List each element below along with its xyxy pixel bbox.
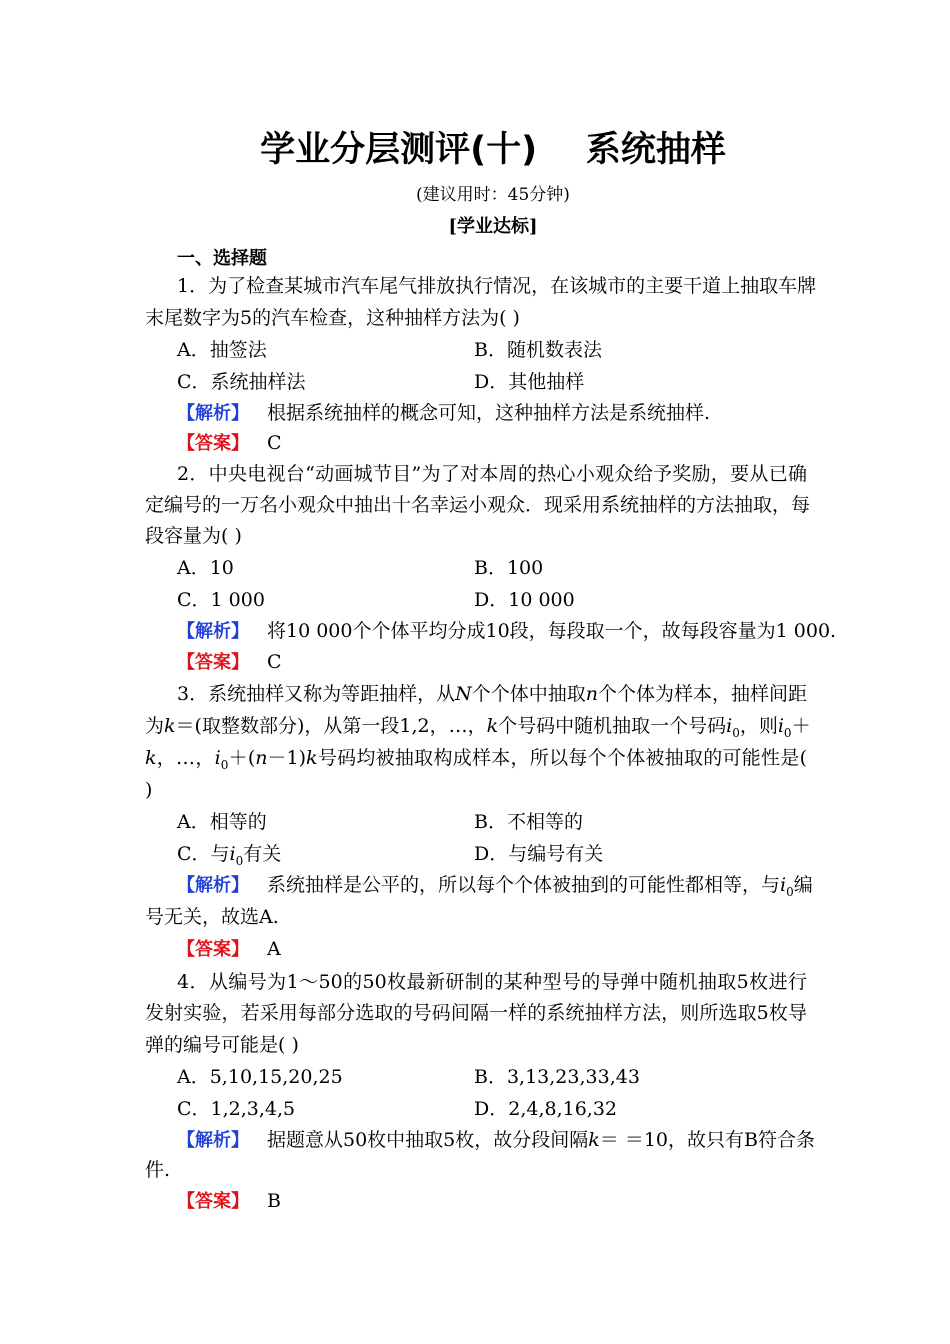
q4-stem-line2: 发射实验，若采用每部分选取的号码间隔一样的系统抽样方法，则所选取5枚导 (145, 1002, 807, 1024)
q4-option-c: C．1,2,3,4,5 (177, 1098, 296, 1120)
part-heading: 一、选择题 (177, 248, 267, 269)
q3-stem-line3: k，…，$i_0+(n-1)k$号码均被抽取构成样本，所以每个个体被抽取的可能性是( (145, 747, 807, 772)
q2-option-c: C．1 000 (177, 589, 265, 611)
q1-option-d: D．其他抽样 (474, 371, 585, 393)
q2-option-d: D．10 000 (474, 589, 575, 611)
q2-option-b: B．100 (474, 557, 544, 579)
q3-option-c: C．与$i_0$有关 (177, 843, 282, 868)
q1-analysis-text: 根据系统抽样的概念可知，这种抽样方法是系统抽样. (267, 402, 711, 424)
page-title: 学业分层测评(十) 系统抽样 (260, 130, 726, 170)
q2-stem-line2: 定编号的一万名小观众中抽出十名幸运小观众．现采用系统抽样的方法抽取，每 (145, 494, 811, 516)
q3-stem-line4: ) (145, 779, 153, 801)
q3-option-d: D．与编号有关 (474, 843, 604, 865)
q4-stem-line3: 弹的编号可能是( ) (145, 1034, 299, 1056)
q4-option-d: D．2,4,8,16,32 (474, 1098, 618, 1120)
analysis-label: 【解析】 (177, 1130, 249, 1151)
q3-analysis: 【解析】 系统抽样是公平的，所以每个个体被抽到的可能性都相等，与$i_0$编 (177, 874, 813, 899)
q1-option-a: A．抽签法 (177, 339, 267, 361)
answer-label: 【答案】 (177, 939, 249, 960)
q3-option-a: A．相等的 (177, 811, 267, 833)
q1-stem-line1: 1．为了检查某城市汽车尾气排放执行情况，在该城市的主要干道上抽取车牌 (177, 275, 817, 297)
analysis-label: 【解析】 (177, 875, 249, 896)
q2-stem-line1: 2．中央电视台“动画城节目”为了对本周的热心小观众给予奖励，要从已确 (177, 463, 807, 485)
answer-label: 【答案】 (177, 433, 249, 454)
q3-answer-value: A (267, 938, 281, 960)
q2-answer-value: C (267, 651, 282, 673)
q1-answer (177, 428, 282, 459)
q2-stem-line3: 段容量为( ) (145, 525, 242, 547)
section-tag: [学业达标] (448, 216, 538, 237)
answer-label: 【答案】 (177, 1191, 249, 1212)
q1-answer-value: C (267, 432, 282, 454)
q4-analysis: 【解析】 据题意从50枚中抽取5枚，故分段间隔k＝ ＝10，故只有B符合条 (177, 1129, 815, 1151)
q2-analysis (177, 616, 836, 647)
q3-option-b: B．不相等的 (474, 811, 583, 833)
q2-answer (177, 647, 282, 678)
q2-option-a: A．10 (177, 557, 234, 579)
q4-answer (177, 1186, 281, 1217)
q2-analysis-text: 将10 000个个体平均分成10段，每段取一个，故每段容量为1 000. (267, 620, 837, 642)
q3-stem-line1: 3．系统抽样又称为等距抽样，从N个个体中抽取n个个体为样本，抽样间距 (177, 683, 807, 705)
q1-analysis (177, 398, 710, 429)
q4-option-a: A．5,10,15,20,25 (177, 1066, 343, 1088)
q3-answer (177, 934, 281, 965)
q4-stem-line1: 4．从编号为1～50的50枚最新研制的某种型号的导弹中随机抽取5枚进行 (177, 971, 807, 993)
q4-answer-value: B (267, 1190, 281, 1212)
q4-option-b: B．3,13,23,33,43 (474, 1066, 640, 1088)
q1-option-b: B．随机数表法 (474, 339, 602, 361)
answer-label: 【答案】 (177, 652, 249, 673)
analysis-label: 【解析】 (177, 403, 249, 424)
q3-stem-line2: 为k＝(取整数部分)，从第一段1,2，…，k个号码中随机抽取一个号码$i_0$，则$i_0+$ (145, 715, 811, 740)
q1-option-c: C．系统抽样法 (177, 371, 306, 393)
q4-analysis-line2: 件. (145, 1159, 171, 1181)
suggested-time: (建议用时：45分钟) (416, 185, 570, 205)
analysis-label: 【解析】 (177, 621, 249, 642)
q3-analysis-line2: 号无关，故选A. (145, 906, 279, 928)
q1-stem-line2: 末尾数字为5的汽车检查，这种抽样方法为( ) (145, 307, 520, 329)
